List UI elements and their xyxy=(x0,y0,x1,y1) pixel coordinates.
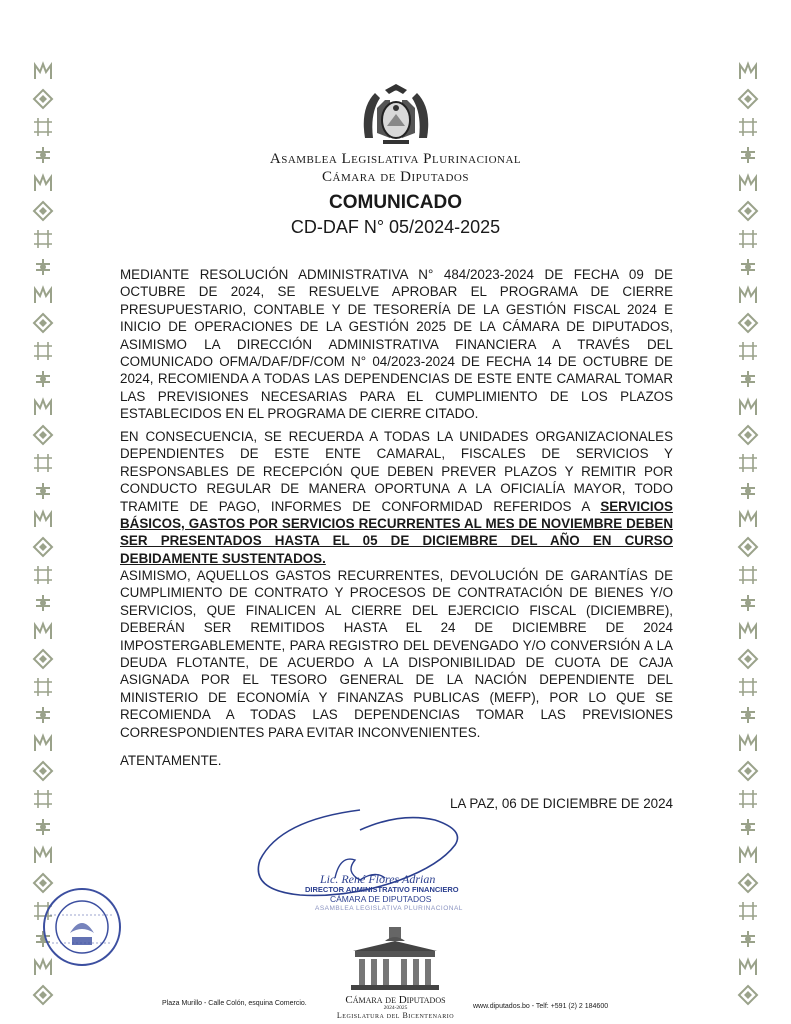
document-reference: CD-DAF N° 05/2024-2025 xyxy=(290,217,501,237)
border-motif-icon xyxy=(32,424,54,446)
border-motif-icon xyxy=(737,844,759,866)
border-motif-icon xyxy=(737,256,759,278)
border-motif-icon xyxy=(32,564,54,586)
border-motif-icon xyxy=(737,816,759,838)
border-motif-icon xyxy=(737,928,759,950)
signature-name: Lic. René Flores Adrian xyxy=(320,872,436,886)
border-motif-icon xyxy=(737,340,759,362)
border-motif-icon xyxy=(737,956,759,978)
border-motif-icon xyxy=(737,424,759,446)
border-motif-icon xyxy=(737,88,759,110)
border-motif-icon xyxy=(737,116,759,138)
border-motif-icon xyxy=(737,312,759,334)
border-motif-icon xyxy=(737,284,759,306)
border-motif-icon xyxy=(737,620,759,642)
signature-org: CÁMARA DE DIPUTADOS xyxy=(330,894,432,904)
border-motif-icon xyxy=(737,676,759,698)
paragraph-2-emphasis: SERVICIOS BÁSICOS, GASTOS POR SERVICIOS RECURRENTES AL MES DE NOVIEMBRE DEBEN SER PRESENTADOS HASTA EL 05 DE DICIEMBRE DEL AÑO EN CURSO DEBIDAMENTE SUSTENTADOS. xyxy=(120,498,673,566)
border-motif-icon xyxy=(32,256,54,278)
border-motif-icon xyxy=(32,732,54,754)
border-motif-icon xyxy=(32,480,54,502)
border-motif-icon xyxy=(32,816,54,838)
paragraph-2 xyxy=(120,428,673,567)
document-title: COMUNICADO xyxy=(329,192,462,213)
border-motif-icon xyxy=(32,60,54,82)
footer-legislature: Legislatura del Bicentenario xyxy=(336,1011,455,1020)
border-motif-icon xyxy=(32,536,54,558)
border-motif-icon xyxy=(32,760,54,782)
paragraph-1: MEDIANTE RESOLUCIÓN ADMINISTRATIVA N° 484/2023-2024 DE FECHA 09 DE OCTUBRE DE 2024, SE RESUELVE APROBAR EL PROGRAMA DE CIERRE PRESUPUESTARIO, CONTABLE Y DE TESORERÍA DE LA GESTIÓN FISCAL 2024 E INICIO DE OPERACIONES DE LA GESTIÓN 2025 DE LA CÁMARA DE DIPUTADOS, ASIMISMO LA DIRECCIÓN ADMINISTRATIVA FINANCIERA A TRAVÉS DEL COMUNICADO OFMA/DAF/DF/COM N° 04/2023-2024 DE FECHA 14 DE OCTUBRE DE 2024, RECOMIENDA A TODAS LAS DEPENDENCIAS DE ESTE ENTE CAMARAL TOMAR LAS PREVISIONES NECESARIAS PARA EL CUMPLIMIENTO DE LOS PLAZOS ESTABLECIDOS EN EL PROGRAMA DE CIERRE CITADO. xyxy=(120,267,673,422)
border-motif-icon xyxy=(737,760,759,782)
border-motif-icon xyxy=(32,284,54,306)
border-motif-icon xyxy=(737,648,759,670)
border-motif-icon xyxy=(32,788,54,810)
border-motif-icon xyxy=(737,788,759,810)
building-logo-icon xyxy=(345,925,445,993)
border-motif-icon xyxy=(32,88,54,110)
border-motif-icon xyxy=(737,592,759,614)
footer-address: Plaza Murillo - Calle Colón, esquina Comercio. xyxy=(162,1000,307,1007)
border-motif-icon xyxy=(32,340,54,362)
date-line: LA PAZ, 06 DE DICIEMBRE DE 2024 xyxy=(449,796,673,811)
official-stamp-icon xyxy=(40,885,125,970)
border-motif-icon xyxy=(737,564,759,586)
closing: ATENTAMENTE. xyxy=(120,753,222,768)
border-motif-icon xyxy=(32,312,54,334)
signature-org-2: ASAMBLEA LEGISLATIVA PLURINACIONAL xyxy=(315,905,463,912)
institution-name: Asamblea Legislativa Plurinacional xyxy=(269,151,522,167)
signature-title: DIRECTOR ADMINISTRATIVO FINANCIERO xyxy=(305,885,459,894)
border-motif-icon xyxy=(32,676,54,698)
border-motif-icon xyxy=(32,116,54,138)
border-motif-icon xyxy=(32,508,54,530)
border-motif-icon xyxy=(737,396,759,418)
border-motif-icon xyxy=(32,368,54,390)
border-motif-icon xyxy=(32,452,54,474)
border-motif-icon xyxy=(32,648,54,670)
border-motif-icon xyxy=(737,368,759,390)
border-motif-icon xyxy=(737,900,759,922)
border-motif-icon xyxy=(737,732,759,754)
border-motif-icon xyxy=(737,536,759,558)
paragraph-3: ASIMISMO, AQUELLOS GASTOS RECURRENTES, DEVOLUCIÓN DE GARANTÍAS DE CUMPLIMIENTO DE CONTRATO Y PROCESOS DE CONTRATACIÓN DE BIENES Y/O SERVICIOS, QUE FINALICEN AL CIERRE DEL EJERCICIO FISCAL (DICIEMBRE), DEBERÁN SER REMITIDOS HASTA EL 24 DE DICIEMBRE DE 2024 IMPOSTERGABLEMENTE, PARA REGISTRO DEL DEVENGADO Y/O CONVERSIÓN A LA DEUDA FLOTANTE, DE ACUERDO A LA DISPONIBILIDAD DE CUOTA DE CAJA ASIGNADA POR EL TESORO GENERAL DE LA NACIÓN DEPENDIENTE DEL MINISTERIO DE ECONOMÍA Y FINANZAS PUBLICAS (MEFP), POR LO QUE SE RECOMIENDA A TODAS LAS DEPENDENCIAS TOMAR LAS PREVISIONES CORRESPONDIENTES PARA EVITAR INCONVENIENTES. xyxy=(120,568,673,740)
border-motif-icon xyxy=(737,60,759,82)
border-motif-icon xyxy=(32,620,54,642)
border-motif-icon xyxy=(32,844,54,866)
border-motif-icon xyxy=(737,480,759,502)
border-motif-icon xyxy=(737,872,759,894)
footer-period: 2024-2025 xyxy=(383,1005,408,1011)
paragraph-2-text: EN CONSECUENCIA, SE RECUERDA A TODAS LA UNIDADES ORGANIZACIONALES DEPENDIENTES DE ESTE ENTE CAMARAL, FISCALES DE SERVICIOS Y RESPONSABLES DE RECEPCIÓN QUE DEBEN PREVER PLAZOS Y REMITIR POR CONDUCTO REGULAR DE MANERA OPORTUNA A LA OFICIALÍA MAYOR, TODO TRAMITE DE PAGO, INFORMES DE CONFORMIDAD REFERIDOS A xyxy=(120,429,673,514)
border-motif-icon xyxy=(737,508,759,530)
footer-org: Cámara de Diputados xyxy=(345,994,446,1006)
border-motif-icon xyxy=(32,396,54,418)
coat-of-arms-icon xyxy=(355,78,437,150)
footer-contact: www.diputados.bo - Telf: +591 (2) 2 184600 xyxy=(473,1003,609,1010)
border-motif-icon xyxy=(737,452,759,474)
border-motif-icon xyxy=(32,704,54,726)
chamber-name: Cámara de Diputados xyxy=(322,169,469,185)
border-motif-icon xyxy=(737,704,759,726)
border-motif-icon xyxy=(32,592,54,614)
